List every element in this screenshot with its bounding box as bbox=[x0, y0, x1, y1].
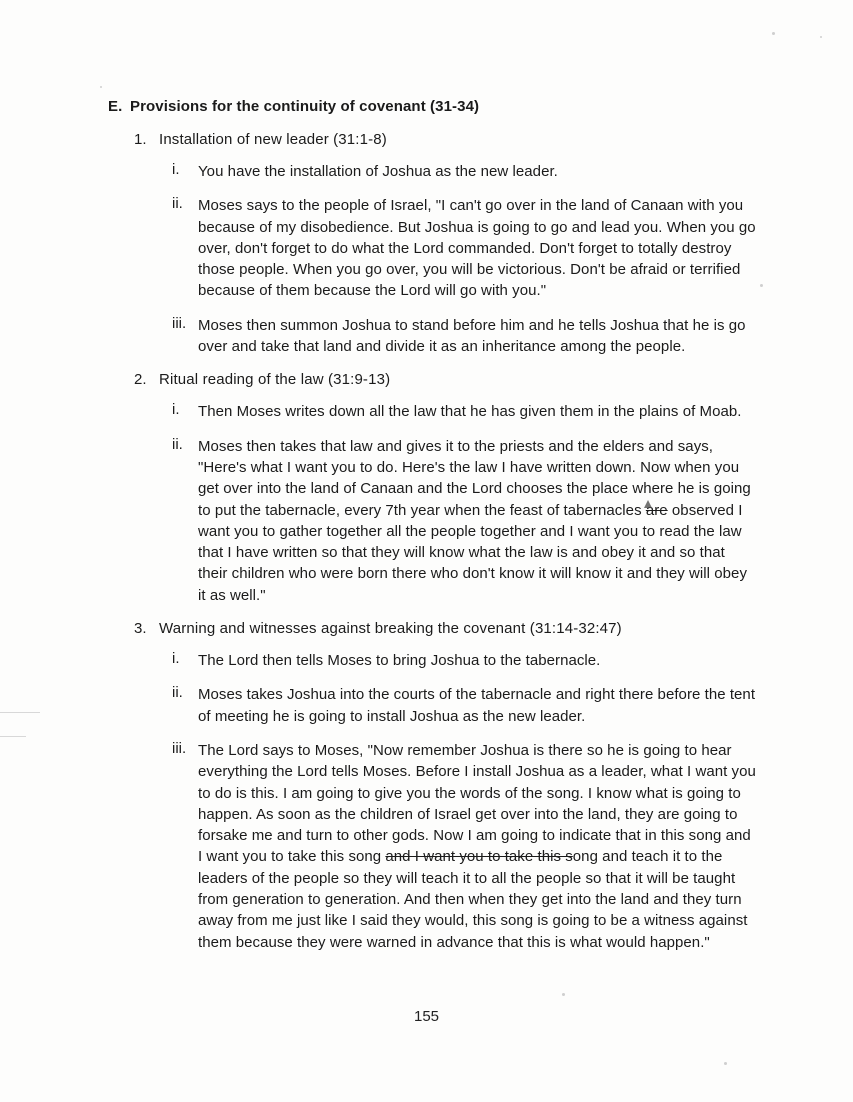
list-item-label: iii. bbox=[172, 739, 187, 757]
list-item bbox=[134, 620, 758, 637]
list-item-label: 2. bbox=[134, 371, 147, 389]
heading-text: Provisions for the continuity of covenant (31-34) bbox=[130, 98, 480, 115]
list-item-label: i. bbox=[172, 650, 180, 668]
scan-speck bbox=[724, 1062, 727, 1065]
struck-text: and I want you to take this s bbox=[385, 848, 573, 866]
list-item-text: Moses takes Joshua into the courts of the tabernacle and right there before the tent of meeting he is going to install Joshua as the new leader. bbox=[198, 686, 756, 725]
list-item-label: ii. bbox=[172, 195, 183, 213]
scan-speck bbox=[562, 993, 565, 996]
list-item bbox=[172, 315, 758, 358]
list-item bbox=[134, 371, 758, 388]
list-item-text: Ritual reading of the law (31:9-13) bbox=[159, 371, 391, 389]
list-item-text: Moses then summon Joshua to stand before him and he tells Joshua that he is go over and take that land and divide it as an inheritance among the people. bbox=[198, 316, 746, 356]
heading-label: E. bbox=[108, 98, 123, 115]
scan-speck bbox=[820, 36, 822, 38]
list-item-text bbox=[198, 740, 758, 953]
text-after-edit: ong and teach it to the leaders of the people so they will teach it to all the people so that it will be taught from generation to generation. And then when they get into the land and they turn away from me just like I said they would, this song is going to be a witness against them because they were warned in advance that this is what would happen." bbox=[198, 848, 748, 951]
list-item-label: 1. bbox=[134, 131, 147, 148]
scan-hairline bbox=[0, 712, 40, 713]
struck-text: are bbox=[645, 501, 668, 519]
scan-speck bbox=[772, 32, 775, 35]
list-item bbox=[172, 436, 758, 606]
list-item-text: Moses says to the people of Israel, "I can't go over in the land of Canaan with you because of my disobedience. But Joshua is going to go and lead you. When you go over, don't forget to do what the Lord commanded. Don't forget to totally destroy those people. When you go over, you will be victorious. Don't be afraid or terrified because of them because the Lord will go with you." bbox=[198, 197, 756, 300]
list-item-label: 3. bbox=[134, 620, 147, 638]
scan-speck bbox=[100, 86, 102, 88]
list-item-label: ii. bbox=[172, 435, 183, 453]
list-item-text: You have the installation of Joshua as the new leader. bbox=[198, 163, 558, 180]
list-item bbox=[172, 195, 758, 301]
list-item-text: The Lord then tells Moses to bring Joshua to the tabernacle. bbox=[198, 652, 601, 670]
page-number: 155 bbox=[413, 1008, 440, 1025]
text-before-edit: The Lord says to Moses, "Now remember Joshua is there so he is going to hear everything the Lord tells Moses. Before I install Joshua as a leader, what I want you to do is this. I am going to give you the words of the song. I know what is going to happen. As soon as the children of Israel get over into the land, they are going to forsake me and turn to other gods. Now I am going to indicate that in this song and I want you to take this song bbox=[198, 741, 756, 866]
scan-speck bbox=[760, 284, 763, 287]
text-after-edit: observed I want you to gather together all the people together and I want you to read the law that I have written so that they will know what the law is and obey it and so that their children who were born there who don't know it will know it and they will obey it as well." bbox=[198, 501, 748, 604]
list-item-label: iii. bbox=[172, 314, 187, 332]
list-item bbox=[172, 161, 758, 182]
list-item bbox=[172, 684, 758, 727]
list-item-text: Installation of new leader (31:1-8) bbox=[159, 131, 387, 148]
scan-hairline bbox=[0, 736, 26, 737]
list-item-text: Warning and witnesses against breaking the covenant (31:14-32:47) bbox=[159, 620, 622, 638]
list-item bbox=[172, 740, 758, 953]
document-body bbox=[108, 98, 758, 953]
list-item bbox=[134, 131, 758, 148]
list-item bbox=[172, 650, 758, 671]
list-item-text: Then Moses writes down all the law that he has given them in the plains of Moab. bbox=[198, 403, 742, 421]
text-before-edit: Moses then takes that law and gives it to the priests and the elders and says, "Here's what I want you to do. Here's the law I have written down. Now when you get over into the land of Canaan and the Lord chooses the place where he is going to put the tabernacle, every 7th year when the feast of tabernacles bbox=[198, 437, 751, 519]
list-item-label: ii. bbox=[172, 684, 183, 702]
list-item-label: i. bbox=[172, 161, 180, 178]
list-item bbox=[172, 401, 758, 422]
list-item-text bbox=[198, 436, 758, 606]
list-item-label: i. bbox=[172, 401, 180, 419]
section-heading bbox=[108, 98, 758, 115]
